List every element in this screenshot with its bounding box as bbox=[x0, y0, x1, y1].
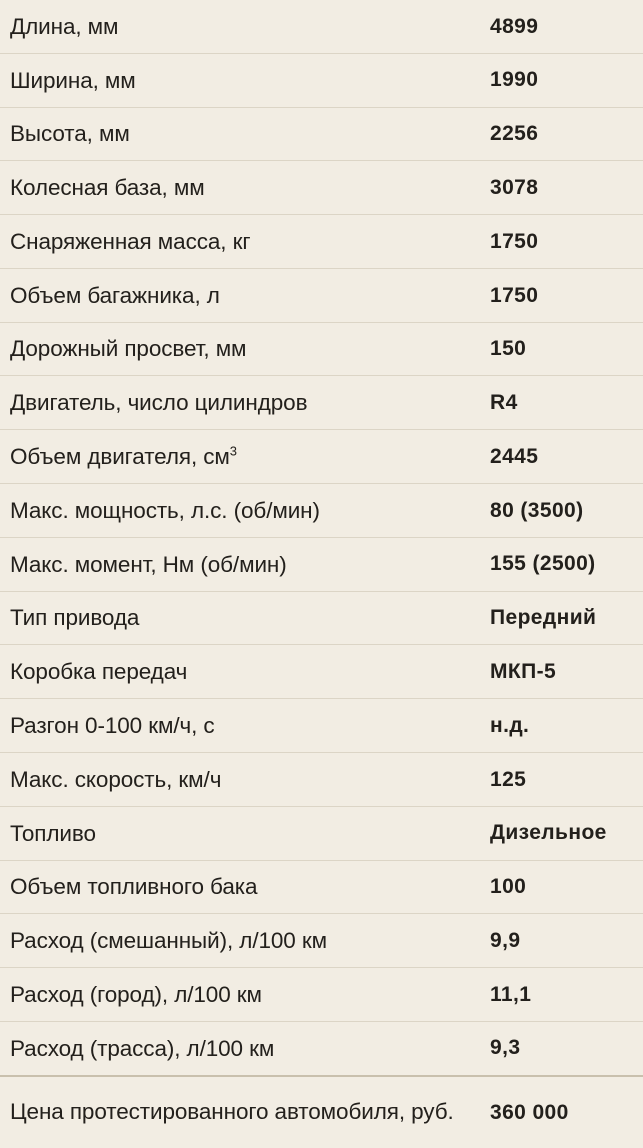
spec-label: Макс. момент, Нм (об/мин) bbox=[10, 551, 287, 577]
table-row bbox=[0, 430, 643, 484]
spec-value: 150 bbox=[490, 337, 527, 361]
table-row bbox=[0, 699, 643, 753]
table-row bbox=[0, 968, 643, 1022]
spec-value: 1750 bbox=[490, 229, 539, 253]
spec-value: 2445 bbox=[490, 444, 539, 468]
table-row bbox=[0, 1022, 643, 1077]
spec-value: МКП-5 bbox=[490, 660, 557, 683]
spec-value: 360 000 bbox=[490, 1100, 569, 1124]
spec-value: 9,3 bbox=[490, 1036, 521, 1060]
table-row bbox=[0, 215, 643, 269]
spec-value: 3078 bbox=[490, 175, 539, 199]
spec-label: Коробка передач bbox=[10, 659, 188, 685]
table-row bbox=[0, 376, 643, 430]
table-row bbox=[0, 753, 643, 807]
spec-label: Тип привода bbox=[10, 605, 140, 631]
spec-label: Снаряженная масса, кг bbox=[10, 228, 251, 254]
spec-label bbox=[8, 444, 490, 469]
table-row bbox=[0, 645, 643, 699]
spec-label: Высота, мм bbox=[10, 121, 130, 147]
spec-label: Ширина, мм bbox=[10, 67, 136, 93]
table-row bbox=[0, 323, 643, 377]
table-row bbox=[0, 592, 643, 646]
table-row bbox=[0, 0, 643, 54]
spec-value: 9,9 bbox=[490, 928, 521, 952]
table-row bbox=[0, 538, 643, 592]
table-row bbox=[0, 108, 643, 162]
spec-value: Дизельное bbox=[490, 821, 607, 845]
spec-value: 100 bbox=[490, 875, 527, 899]
spec-value: 2256 bbox=[490, 122, 539, 146]
spec-label: Дорожный просвет, мм bbox=[10, 336, 247, 362]
spec-label: Длина, мм bbox=[10, 13, 119, 39]
spec-value: н.д. bbox=[490, 713, 530, 737]
spec-label: Объем багажника, л bbox=[10, 282, 220, 308]
spec-label: Топливо bbox=[10, 820, 96, 846]
spec-label: Макс. мощность, л.с. (об/мин) bbox=[10, 497, 320, 523]
table-row bbox=[0, 161, 643, 215]
spec-value: R4 bbox=[490, 391, 518, 415]
spec-label: Двигатель, число цилиндров bbox=[10, 390, 308, 416]
spec-value: 80 (3500) bbox=[490, 498, 584, 522]
table-row bbox=[0, 807, 643, 861]
spec-value: 125 bbox=[490, 767, 527, 791]
spec-label: Макс. скорость, км/ч bbox=[10, 766, 222, 792]
spec-value: 155 (2500) bbox=[490, 552, 596, 576]
table-row bbox=[0, 861, 643, 915]
table-row bbox=[0, 269, 643, 323]
spec-value: 11,1 bbox=[490, 982, 532, 1006]
spec-label: Колесная база, мм bbox=[10, 175, 205, 201]
spec-value: 4899 bbox=[490, 14, 539, 38]
table-row bbox=[0, 1077, 643, 1148]
spec-label: Цена протестированного автомобиля, руб. bbox=[10, 1098, 454, 1124]
spec-label: Объем топливного бака bbox=[10, 874, 258, 900]
spec-label: Расход (город), л/100 км bbox=[10, 981, 262, 1007]
table-row bbox=[0, 484, 643, 538]
spec-label-superscript: 3 bbox=[229, 443, 237, 459]
spec-value: 1990 bbox=[490, 68, 539, 92]
spec-value: Передний bbox=[490, 606, 597, 630]
spec-value: 1750 bbox=[490, 283, 539, 307]
spec-label: Расход (смешанный), л/100 км bbox=[10, 928, 327, 954]
spec-label-text: Объем двигателя, см bbox=[10, 444, 230, 470]
spec-label: Разгон 0-100 км/ч, с bbox=[10, 712, 215, 738]
table-row bbox=[0, 914, 643, 968]
table-row bbox=[0, 54, 643, 108]
spec-label: Расход (трасса), л/100 км bbox=[10, 1035, 275, 1061]
